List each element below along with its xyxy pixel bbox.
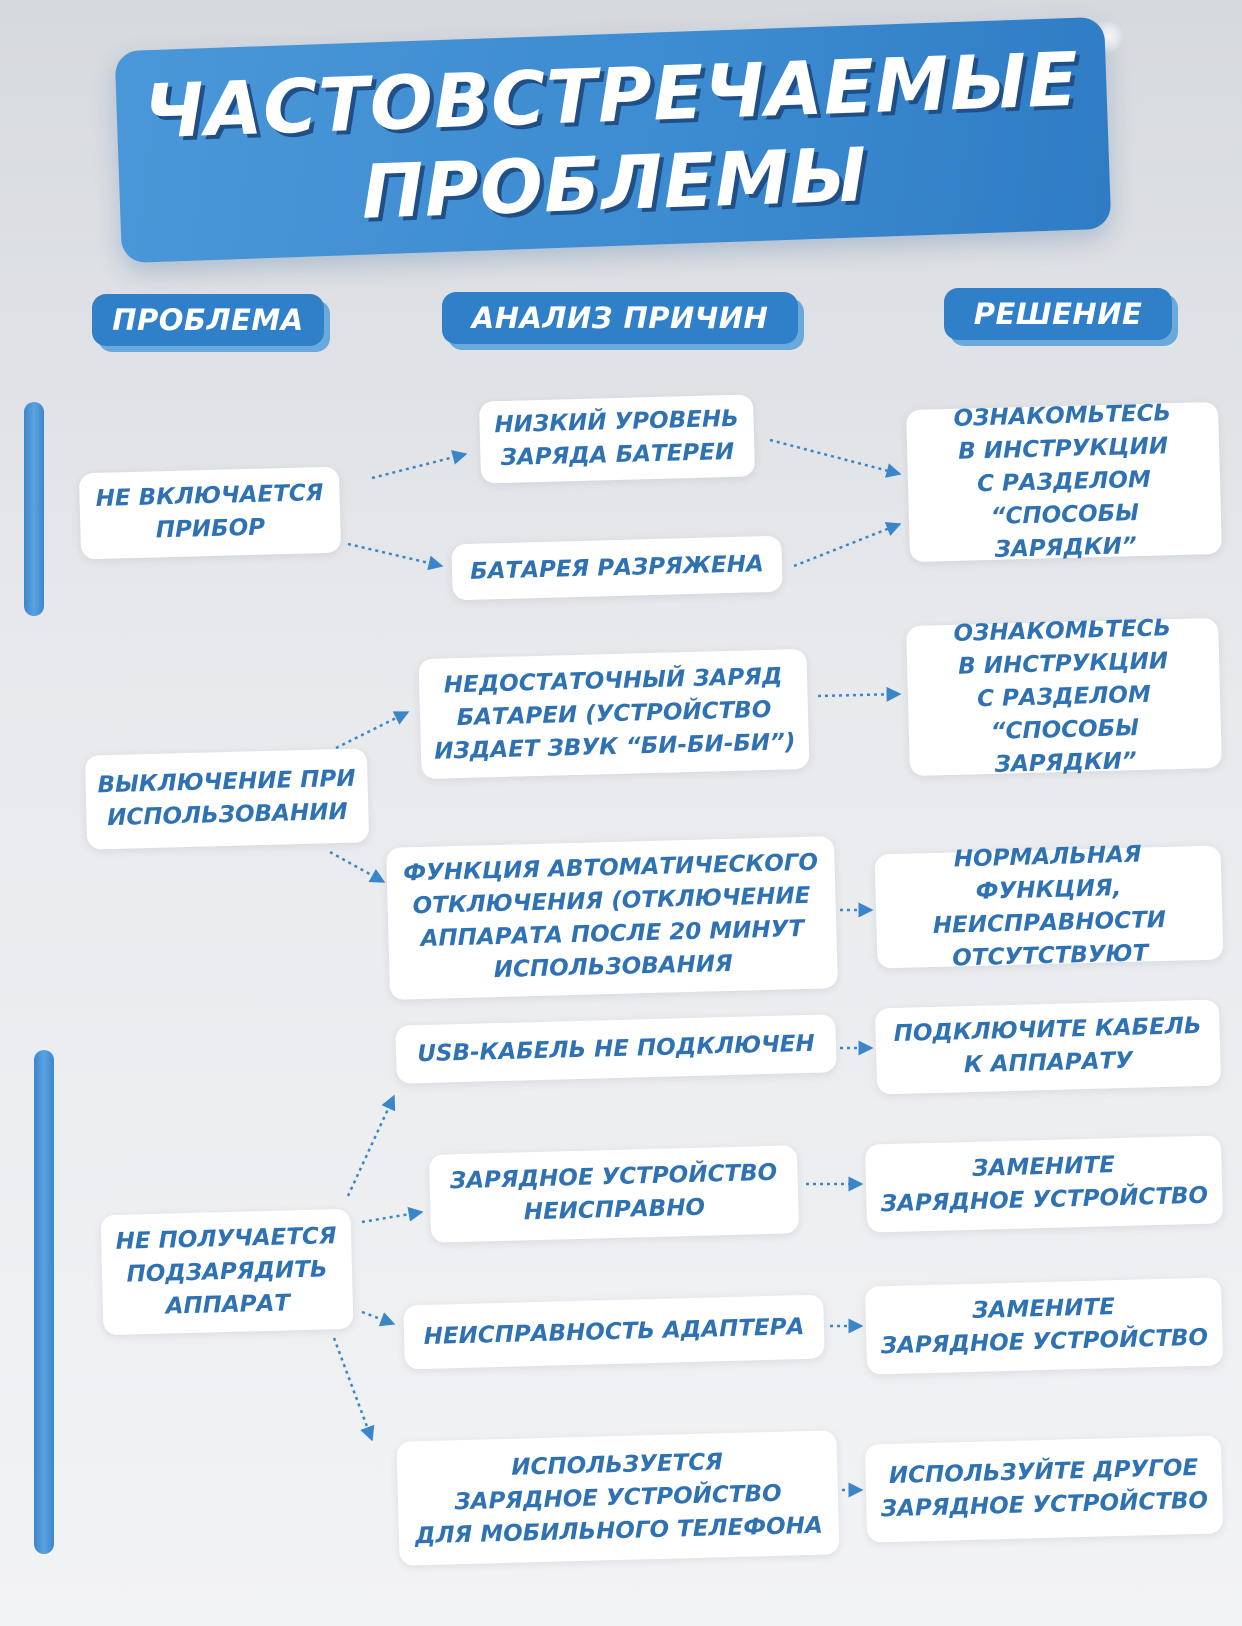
cause-box: ФУНКЦИЯ АВТОМАТИЧЕСКОГО ОТКЛЮЧЕНИЯ (ОТКЛЮЧЕНИЕ АППАРАТА ПОСЛЕ 20 МИНУТ ИСПОЛЬЗОВАНИЯ xyxy=(386,836,838,1000)
solution-box: ЗАМЕНИТЕ ЗАРЯДНОЕ УСТРОЙСТВО xyxy=(865,1135,1223,1232)
solution-box: ИСПОЛЬЗУЙТЕ ДРУГОЕ ЗАРЯДНОЕ УСТРОЙСТВО xyxy=(865,1435,1223,1542)
arrow-p1-c1 xyxy=(372,454,466,478)
solution-box: ОЗНАКОМЬТЕСЬ В ИНСТРУКЦИИ С РАЗДЕЛОМ “СПОСОБЫ ЗАРЯДКИ” xyxy=(906,402,1222,562)
cause-box: НИЗКИЙ УРОВЕНЬ ЗАРЯДА БАТЕРЕИ xyxy=(479,394,755,483)
arrow-c1-s1 xyxy=(770,440,900,474)
arrow-p2-c1 xyxy=(336,712,408,748)
header-solution: РЕШЕНИЕ xyxy=(944,288,1172,340)
problem-box: ВЫКЛЮЧЕНИЕ ПРИ ИСПОЛЬЗОВАНИИ xyxy=(85,748,369,849)
arrow-p3-c3 xyxy=(362,1312,394,1324)
cause-box: USB-КАБЕЛЬ НЕ ПОДКЛЮЧЕН xyxy=(395,1014,836,1083)
arrow-c21-s21 xyxy=(818,694,900,696)
solution-box: ЗАМЕНИТЕ ЗАРЯДНОЕ УСТРОЙСТВО xyxy=(865,1277,1223,1374)
solution-box: ОЗНАКОМЬТЕСЬ В ИНСТРУКЦИИ С РАЗДЕЛОМ “СПОСОБЫ ЗАРЯДКИ” xyxy=(906,618,1222,776)
title-line-1: ЧАСТОВСТРЕЧАЕМЫЕ xyxy=(142,36,1081,156)
cause-box: НЕДОСТАТОЧНЫЙ ЗАРЯД БАТАРЕИ (УСТРОЙСТВО ИЗДАЕТ ЗВУК “БИ-БИ-БИ”) xyxy=(418,649,809,779)
header-problem: ПРОБЛЕМА xyxy=(92,294,324,346)
solution-box: ПОДКЛЮЧИТЕ КАБЕЛЬ К АППАРАТУ xyxy=(875,1000,1221,1095)
cause-box: ИСПОЛЬЗУЕТСЯ ЗАРЯДНОЕ УСТРОЙСТВО ДЛЯ МОБИЛЬНОГО ТЕЛЕФОНА xyxy=(396,1430,839,1565)
arrow-p3-c4 xyxy=(334,1338,372,1440)
header-analysis: АНАЛИЗ ПРИЧИН xyxy=(442,292,798,344)
arrow-p2-c2 xyxy=(330,852,384,882)
arrow-p1-c2 xyxy=(348,544,442,566)
arrow-p3-c1 xyxy=(348,1096,394,1196)
cause-box: ЗАРЯДНОЕ УСТРОЙСТВО НЕИСПРАВНО xyxy=(429,1145,799,1243)
cause-box: НЕИСПРАВНОСТЬ АДАПТЕРА xyxy=(403,1295,825,1370)
problem-box: НЕ ВКЛЮЧАЕТСЯ ПРИБОР xyxy=(79,467,341,560)
cause-box: БАТАРЕЯ РАЗРЯЖЕНА xyxy=(451,536,782,601)
arrow-p3-c2 xyxy=(362,1212,422,1222)
solution-box: НОРМАЛЬНАЯ ФУНКЦИЯ, НЕИСПРАВНОСТИ ОТСУТСТВУЮТ xyxy=(875,845,1224,968)
problem-box: НЕ ПОЛУЧАЕТСЯ ПОДЗАРЯДИТЬ АППАРАТ xyxy=(100,1209,353,1336)
arrow-c2-s1 xyxy=(794,524,900,566)
title-line-2: ПРОБЛЕМЫ xyxy=(360,132,869,236)
